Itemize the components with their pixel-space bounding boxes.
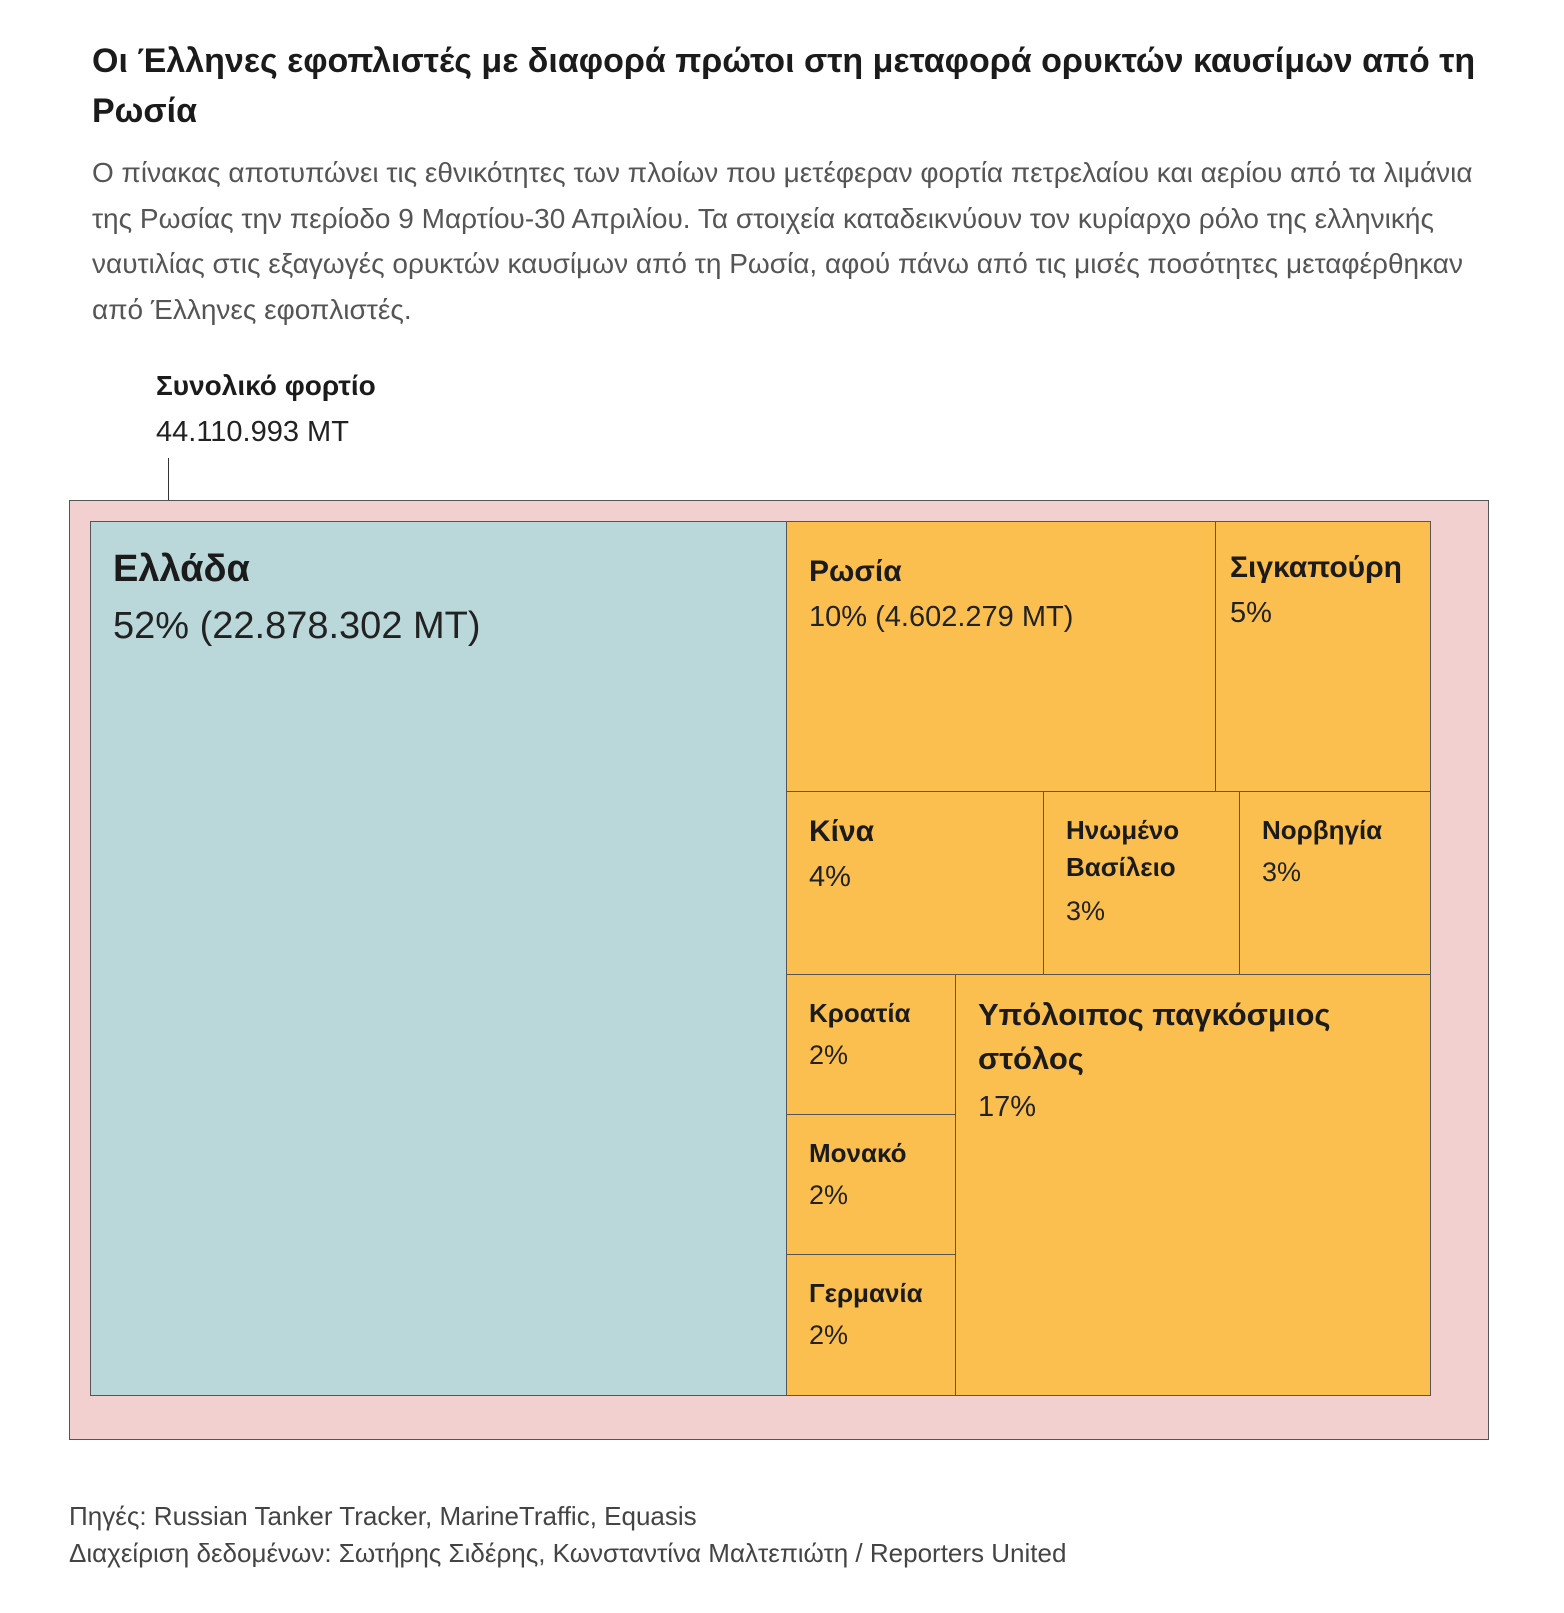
tile-value: 2% [809, 1180, 849, 1210]
tile-name: Νορβηγία [1262, 815, 1383, 845]
total-leader-line [168, 458, 169, 500]
tile-value: 5% [1230, 597, 1272, 629]
tile-greece [90, 521, 787, 1396]
tile-name: Υπόλοιπος παγκόσμιος στόλος [978, 997, 1331, 1076]
tile-value: 2% [809, 1320, 849, 1350]
total-cargo-value: 44.110.993 MT [156, 416, 349, 448]
tile-value: 2% [809, 1040, 849, 1070]
tile-value: 4% [809, 861, 851, 893]
tile-croatia [786, 974, 956, 1115]
tile-name: Γερμανία [809, 1278, 923, 1308]
tile-norway [1239, 791, 1431, 975]
tile-singapore [1215, 521, 1431, 792]
tile-value: 17% [978, 1091, 1037, 1123]
tile-value: 10% (4.602.279 MT) [809, 601, 1074, 633]
tile-value: 3% [1262, 857, 1302, 887]
source-line-sources: Πηγές: Russian Tanker Tracker, MarineTraffic, Equasis [69, 1501, 697, 1531]
tile-value: 52% (22.878.302 MT) [113, 605, 481, 647]
chart-source [69, 1498, 1529, 1572]
tile-china [786, 791, 1044, 975]
tile-name: Ελλάδα [113, 548, 250, 590]
tile-name: Ηνωμένο Βασίλειο [1066, 815, 1180, 882]
total-cargo-label: Συνολικό φορτίο [156, 370, 376, 401]
source-line-data-management: Διαχείριση δεδομένων: Σωτήρης Σιδέρης, Κωνσταντίνα Μαλτεπιώτη / Reporters United [69, 1538, 1067, 1568]
tile-name: Κροατία [809, 998, 911, 1028]
tile-name: Κίνα [809, 815, 875, 848]
tile-united-kingdom [1043, 791, 1240, 975]
tile-name: Μονακό [809, 1138, 907, 1168]
tile-value: 3% [1066, 896, 1106, 926]
chart-subtitle: Ο πίνακας αποτυπώνει τις εθνικότητες των πλοίων που μετέφεραν φορτία πετρελαίου και αερίου από τα λιμάνια της Ρωσίας την περίοδο 9 Μαρτίου-30 Απριλίου. Τα στοιχεία καταδεικνύουν τον κυρίαρχο ρόλο της ελληνικής ναυτιλίας στις εξαγωγές ορυκτών καυσίμων από τη Ρωσία, αφού πάνω από τις μισές ποσότητες μεταφέρθηκαν από Έλληνες εφοπλιστές. [92, 157, 1473, 325]
tile-monaco [786, 1114, 956, 1255]
tile-name: Ρωσία [809, 555, 902, 588]
tile-name: Σιγκαπούρη [1230, 551, 1403, 584]
tile-germany [786, 1254, 956, 1396]
tile-russia [786, 521, 1216, 792]
chart-title: Οι Έλληνες εφοπλιστές με διαφορά πρώτοι στη μεταφορά ορυκτών καυσίμων από τη Ρωσία [92, 42, 1476, 130]
tile-rest-of-world-fleet [955, 974, 1431, 1396]
treemap-frame [69, 500, 1489, 1440]
